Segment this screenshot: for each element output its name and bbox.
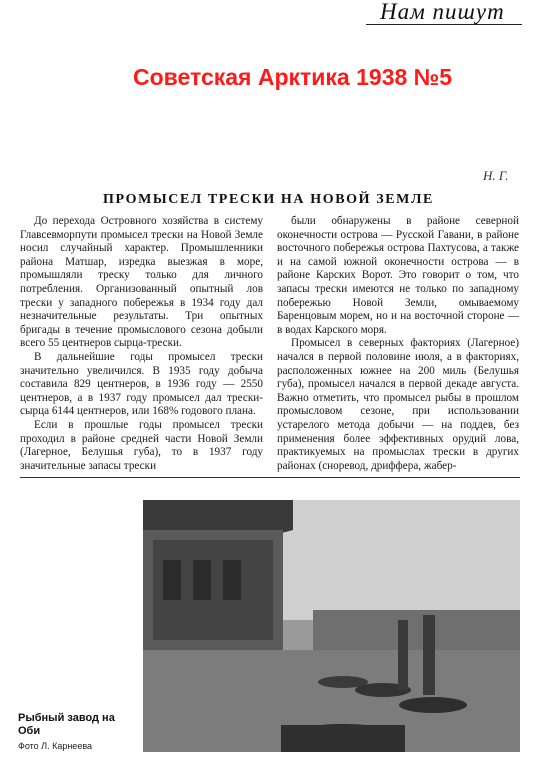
- article-right-column: [277, 215, 519, 472]
- article-title: ПРОМЫСЕЛ ТРЕСКИ НА НОВОЙ ЗЕМЛЕ: [103, 192, 434, 207]
- photo-credit: Фото Л. Карнеева: [18, 741, 93, 751]
- article-left-column: [20, 215, 263, 472]
- overlay-title: Советская Арктика 1938 №5: [133, 64, 453, 90]
- photo-caption: Рыбный завод на Оби: [18, 712, 115, 737]
- fish-factory-photo: [143, 500, 520, 752]
- paragraph: В дальнейшие годы промысел трески значительно увеличился. В 1935 году добыча составила 829 центнеров, в 1936 году — 2550 центнеров, а в 1937 году промысел дал трески-сырца 6144 центнеров, или 168% годового плана.: [20, 350, 263, 418]
- paragraph: были обнаружены в районе северной оконечности острова — Русской Гавани, в районе восточного побережья острова Пахтусова, а также и на самой южной оконечности острова — в районе Карских Ворот. Это говорит о том, что запасы трески имеются не только по западному побережью Новой Земли, омываемому Баренцовым морем, но и на восточной стороне — в водах Карского моря.: [277, 215, 519, 336]
- paragraph: До перехода Островного хозяйства в систему Главсевморпути промысел трески на Новой Земле носил случайный характер. Промышленники района Матшар, изредка выезжая в море, промышляли треску только для личного потребления. Организованный опытный лов трески у западного побережья в 1934 году дал незначительные результаты. Три опытных бригады в течение промыслового сезона добыли всего 55 центнеров сырца-трески.: [20, 215, 263, 350]
- section-heading: Нам пишут: [380, 0, 505, 24]
- column-divider-rule: [20, 477, 520, 478]
- section-heading-rule: [366, 24, 522, 25]
- paragraph: Промысел в северных факториях (Лагерное) начался в первой половине июля, а в факториях, расположенных южнее на 200 миль (Белушья губа), промысел начался в первой декаде августа. Важно отметить, что промысел рыбы в прошлом промысловом сезоне, при использовании устарелого метода добычи — на поддев, без применения более эффективных орудий лова, практикуемых на промыслах трески в других районах (сноревод, дриффера, жабер-: [277, 337, 519, 472]
- paragraph: Если в прошлые годы промысел трески проходил в районе средней части Новой Земли (Лагерное, Белушья губа), то в 1937 году значительные запасы трески: [20, 418, 263, 472]
- fish-factory-photo-image: [143, 500, 520, 752]
- author-initials: Н. Г.: [483, 168, 509, 183]
